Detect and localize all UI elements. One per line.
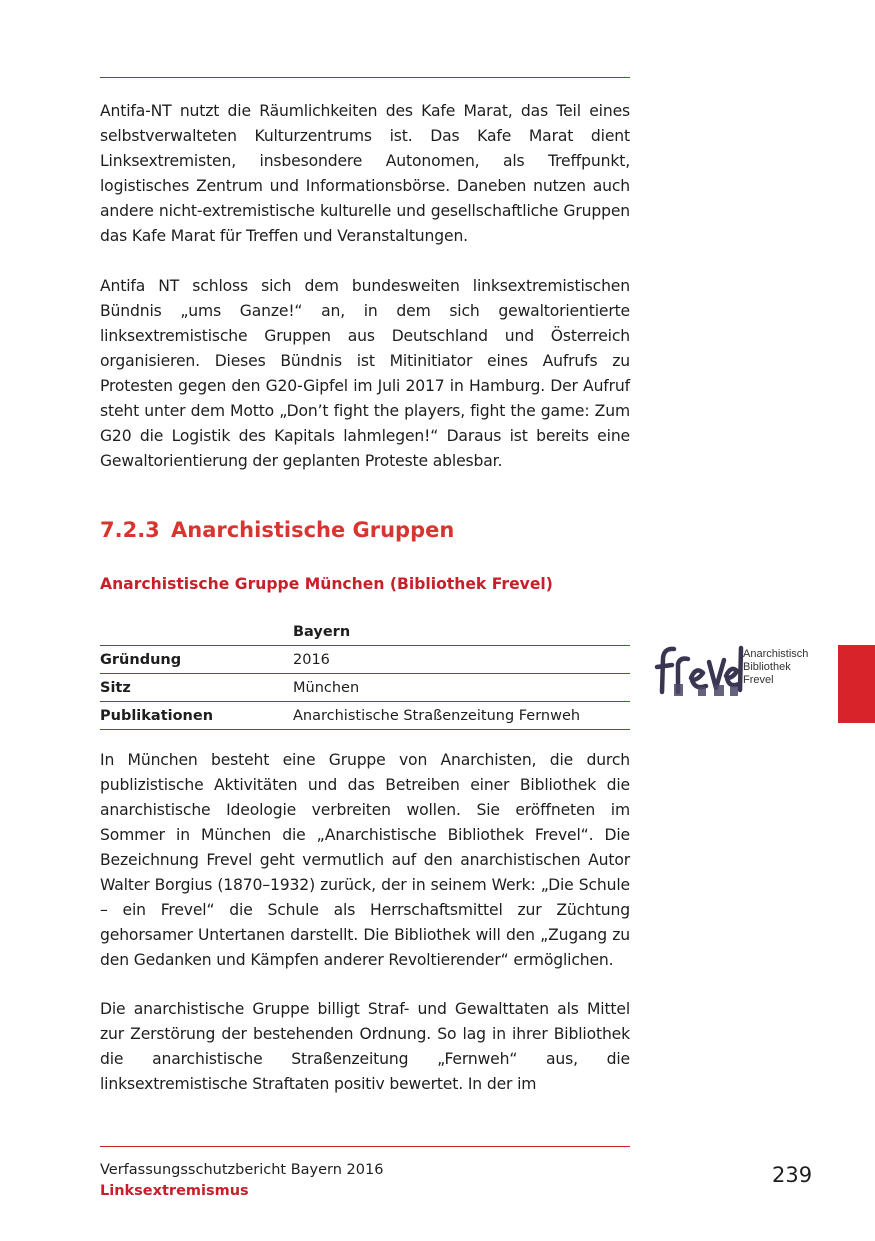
table-value-cell: 2016 xyxy=(293,646,630,674)
table-value-cell: München xyxy=(293,674,630,702)
section-title: Anarchistische Gruppen xyxy=(171,518,455,542)
chapter-side-tab xyxy=(838,645,875,723)
table-label-cell: Publikationen xyxy=(100,702,293,730)
subheading: Anarchistische Gruppe München (Bibliothek Frevel) xyxy=(100,575,553,593)
table-header-row xyxy=(100,618,630,646)
table-label-cell: Gründung xyxy=(100,646,293,674)
section-number: 7.2.3 xyxy=(100,518,160,542)
table-header-cell: Bayern xyxy=(293,618,630,646)
page-number: 239 xyxy=(772,1163,813,1187)
top-rule xyxy=(100,77,630,78)
table-value-cell: Anarchistische Straßenzeitung Fernweh xyxy=(293,702,630,730)
paragraph-ums-ganze: Antifa NT schloss sich dem bundesweiten linksextremistischen Bündnis „ums Ganze!“ an, in dem sich gewaltorientierte linksextremistische Gruppen aus Deutschland und Österreich organisieren. Dieses Bündnis ist Mitinitiator eines Aufrufs zu Protesten gegen den G20-Gipfel im Juli 2017 in Hamburg. Der Aufruf steht unter dem Motto „Don’t fight the players, fight the game: Zum G20 die Logistik des Kapitals lahmlegen!“ Daraus ist bereits eine Gewaltorientierung der geplanten Proteste ablesbar. xyxy=(100,277,630,470)
footer-report-title: Verfassungsschutzbericht Bayern 2016 xyxy=(100,1162,384,1178)
section-heading xyxy=(100,518,454,542)
paragraph-fernweh: Die anarchistische Gruppe billigt Straf- und Gewalttaten als Mittel zur Zerstörung der bestehenden Ordnung. So lag in ihrer Bibliothek die anarchistische Straßenzeitung „Fernweh“ aus, die linksextremistische Straftaten positiv bewertet. In der im xyxy=(100,1000,630,1093)
logo-caption-line: Anarchistisch xyxy=(743,648,809,660)
facts-table xyxy=(100,618,630,730)
table-label-cell: Sitz xyxy=(100,674,293,702)
table-header-cell xyxy=(100,618,293,646)
table-row xyxy=(100,674,630,702)
table-row xyxy=(100,702,630,730)
logo-caption-line: Frevel xyxy=(743,674,774,686)
logo-caption xyxy=(743,648,808,687)
footer-rule xyxy=(100,1146,630,1147)
paragraph-kafe-marat: Antifa-NT nutzt die Räumlichkeiten des Kafe Marat, das Teil eines selbstverwalteten Kulturzentrums ist. Das Kafe Marat dient Linksextremisten, insbesondere Autonomen, als Treffpunkt, logistisches Zentrum und Informationsbörse. Daneben nutzen auch andere nicht-extremistische kulturelle und gesellschaftliche Gruppen das Kafe Marat für Treffen und Veranstaltungen. xyxy=(100,102,630,245)
logo-caption-line: Bibliothek xyxy=(743,661,791,673)
table-row xyxy=(100,646,630,674)
paragraph-bibliothek-frevel: In München besteht eine Gruppe von Anarchisten, die durch publizistische Aktivitäten und das Betreiben einer Bibliothek die anarchistische Ideologie verbreiten wollen. Sie eröffneten im Sommer in München die „Anarchistische Bibliothek Frevel“. Die Bezeichnung Frevel geht vermutlich auf den anarchistischen Autor Walter Borgius (1870–1932) zurück, der in seinem Werk: „Die Schule – ein Frevel“ die Schule als Herrschaftsmittel zur Züchtung gehorsamer Untertanen darstellt. Die Bibliothek will den „Zugang zu den Gedanken und Kämpfen anderer Revoltierender“ ermöglichen. xyxy=(100,751,630,969)
footer-chapter: Linksextremismus xyxy=(100,1183,249,1199)
